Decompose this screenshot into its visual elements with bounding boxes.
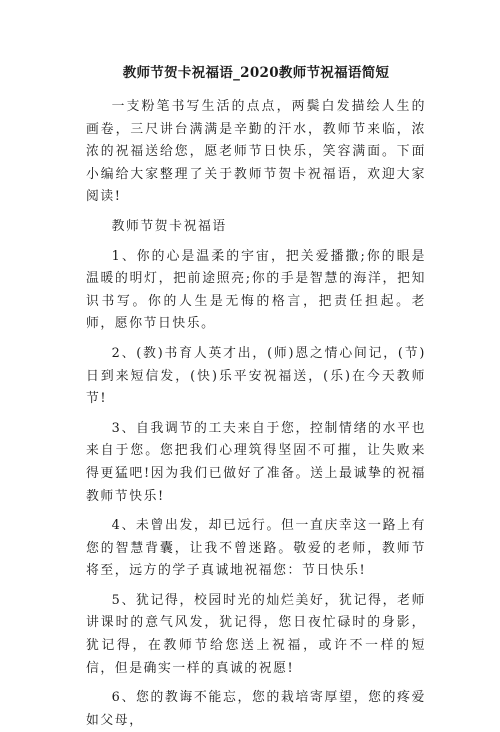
blessing-item-2: 2、(教)书育人英才出，(师)恩之情心间记，(节)日到来短信发，(快)乐平安祝福送，(乐)在今天教师节! [86,345,426,407]
blessing-item-4: 4、未曾出发，却已远行。但一直庆幸这一路上有您的智慧背囊，让我不曾迷路。敬爱的老师，教师节将至，远方的学子真诚地祝福您：节日快乐! [86,518,426,579]
blessing-item-5: 5、犹记得，校园时光的灿烂美好，犹记得，老师讲课时的意气风发，犹记得，您日夜忙碌时的身影，犹记得，在教师节给您送上祝福，或许不一样的短信，但是确实一样的真诚的祝愿! [86,592,426,676]
document-title: 教师节贺卡祝福语_2020教师节祝福语简短 [122,65,390,81]
intro-paragraph: 一支粉笔书写生活的点点，两鬓白发描绘人生的画卷，三尺讲台满满是辛勤的汗水，教师节来临，浓浓的祝福送给您，愿老师节日快乐，笑容满面。下面小编给大家整理了关于教师节贺卡祝福语，欢迎大家阅读! [86,99,426,205]
section-heading: 教师节贺卡祝福语 [111,218,227,234]
blessing-item-6: 6、您的教诲不能忘，您的栽培寄厚望，您的疼爱如父母， [86,690,426,728]
blessing-item-1: 1、你的心是温柔的宇宙，把关爱播撒;你的眼是温暖的明灯，把前途照亮;你的手是智慧的海洋，把知识书写。你的人生是无悔的格言，把责任担起。老师，愿你节日快乐。 [86,248,426,332]
blessing-item-3: 3、自我调节的工夫来自于您，控制情绪的水平也来自于您。您把我们心理筑得坚固不可摧，让失败来得更猛吧!因为我们已做好了准备。送上最诚挚的祝福教师节快乐! [86,420,426,504]
